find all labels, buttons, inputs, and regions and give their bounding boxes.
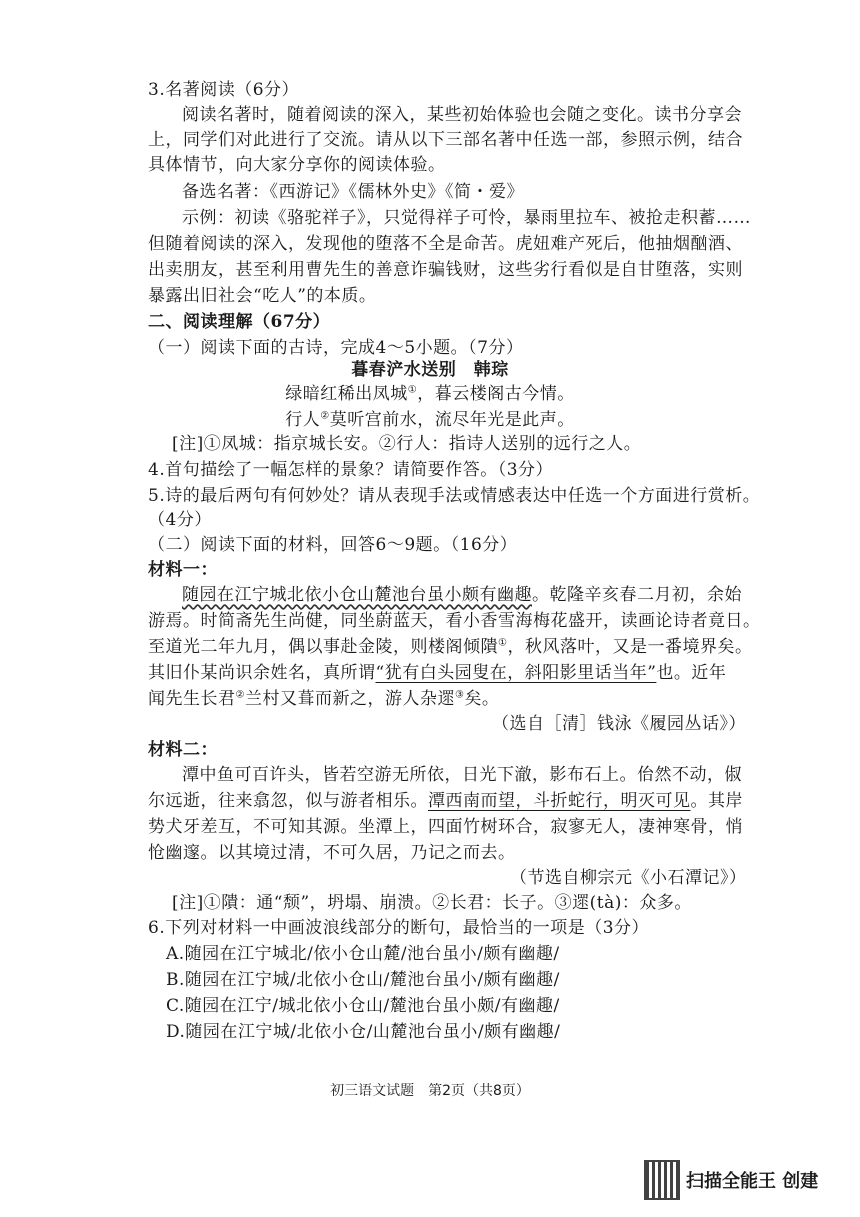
question-5-score: （4分） xyxy=(148,510,212,530)
question-5: 5.诗的最后两句有何妙处？请从表现手法或情感表达中任选一个方面进行赏析。 xyxy=(148,486,761,506)
question-6: 6.下列对材料一中画波浪线部分的断句，最恰当的一项是（3分） xyxy=(148,918,650,938)
q3-books: 备选名著：《西游记》《儒林外史》《简・爱》 xyxy=(182,182,524,202)
poem-note: [注]①凤城：指京城长安。②行人：指诗人送别的远行之人。 xyxy=(172,434,642,454)
material1-label: 材料一： xyxy=(148,560,218,580)
part1-heading: （一）阅读下面的古诗，完成4～5小题。（7分） xyxy=(148,338,524,358)
q3-title: 3.名著阅读（6分） xyxy=(148,80,300,100)
part2-heading: （二）阅读下面的材料，回答6～9题。（16分） xyxy=(148,535,518,555)
scanner-watermark xyxy=(644,1160,818,1200)
watermark-text: 扫描全能王 创建 xyxy=(686,1171,819,1192)
question-4: 4.首句描绘了一幅怎样的景象？请简要作答。（3分） xyxy=(148,460,554,480)
material2-source: （节选自柳宗元《小石潭记》） xyxy=(510,868,747,888)
material1-line: 游焉。时简斋先生尚健，同坐蔚蓝天，看小香雪海梅花盛开，读画论诗者竟日。 xyxy=(148,611,761,631)
annotation-note: [注]①隤：通“颓”，坍塌、崩溃。②长君：长子。③遝(tà)：众多。 xyxy=(172,893,692,913)
q3-example: 但随着阅读的深入，发现他的堕落不全是命苦。虎妞难产死后，他抽烟酗酒、 xyxy=(148,234,743,254)
material2-line: 潭中鱼可百许头，皆若空游无所依，日光下澈，影布石上。佁然不动，俶 xyxy=(182,765,742,785)
option-d: D.随园在江宁城/北依小仓/山麓池台虽小/颇有幽趣/ xyxy=(166,1022,561,1042)
material2-line: 怆幽邃。以其境过清，不可久居，乃记之而去。 xyxy=(148,843,516,863)
q3-paragraph: 阅读名著时，随着阅读的深入，某些初始体验也会随之变化。读书分享会 xyxy=(182,105,742,125)
qr-code-icon xyxy=(644,1160,680,1200)
q3-example: 示例：初读《骆驼祥子》，只觉得祥子可怜，暴雨里拉车、被抢走积蓄…… xyxy=(182,208,751,228)
option-c: C.随园在江宁/城北依小仓山/麓池台虽小颇/有幽趣/ xyxy=(166,996,560,1016)
material1-line: 随园在江宁城北依小仓山麓池台虽小颇有幽趣。乾隆辛亥春二月初，余始 xyxy=(182,585,742,605)
material2-line: 势犬牙差互，不可知其源。坐潭上，四面竹树环合，寂寥无人，凄神寒骨，悄 xyxy=(148,817,743,837)
material1-source: （选自［清］钱泳《履园丛话》） xyxy=(492,714,746,734)
underlined-quote: “犹有白头园叟在，斜阳影里话当年” xyxy=(375,663,657,683)
material1-line: 其旧仆某尚识余姓名，真所谓“犹有白头园叟在，斜阳影里话当年”也。近年 xyxy=(148,663,727,683)
material1-line: 闻先生长君②兰村又葺而新之，游人杂遝③矣。 xyxy=(148,689,500,709)
poem-line: 绿暗红稀出凤城①，暮云楼阁古今情。 xyxy=(285,384,575,404)
page-footer: 初三语文试题 第2页（共8页） xyxy=(330,1083,530,1099)
section-title: 二、阅读理解（67分） xyxy=(148,312,331,332)
option-a: A.随园在江宁城北/依小仓山麓/池台虽小/颇有幽趣/ xyxy=(166,944,560,964)
option-b: B.随园在江宁城/北依小仓山/麓池台虽小/颇有幽趣/ xyxy=(166,970,560,990)
q3-paragraph: 上，同学们对此进行了交流。请从以下三部名著中任选一部，参照示例，结合 xyxy=(148,130,743,150)
q3-example: 暴露出旧社会“吃人”的本质。 xyxy=(148,286,377,306)
underlined-sentence: 潭西南而望，斗折蛇行，明灭可见 xyxy=(428,791,691,811)
material2-line: 尔远逝，往来翕忽，似与游者相乐。潭西南而望，斗折蛇行，明灭可见。其岸 xyxy=(148,791,743,811)
poem-title: 暮春浐水送别 韩琮 xyxy=(351,360,509,380)
wavy-underline-sentence: 随园在江宁城北依小仓山麓池台虽小颇有幽趣 xyxy=(182,585,532,605)
q3-example: 出卖朋友，甚至利用曹先生的善意诈骗钱财，这些劣行看似是自甘堕落，实则 xyxy=(148,260,743,280)
q3-paragraph: 具体情节，向大家分享你的阅读体验。 xyxy=(148,155,446,175)
poem-line: 行人②莫听宫前水，流尽年光是此声。 xyxy=(285,410,575,430)
material1-line: 至道光二年九月，偶以事赴金陵，则楼阁倾隤①，秋风落叶，又是一番境界矣。 xyxy=(148,637,753,657)
material2-label: 材料二： xyxy=(148,740,218,760)
